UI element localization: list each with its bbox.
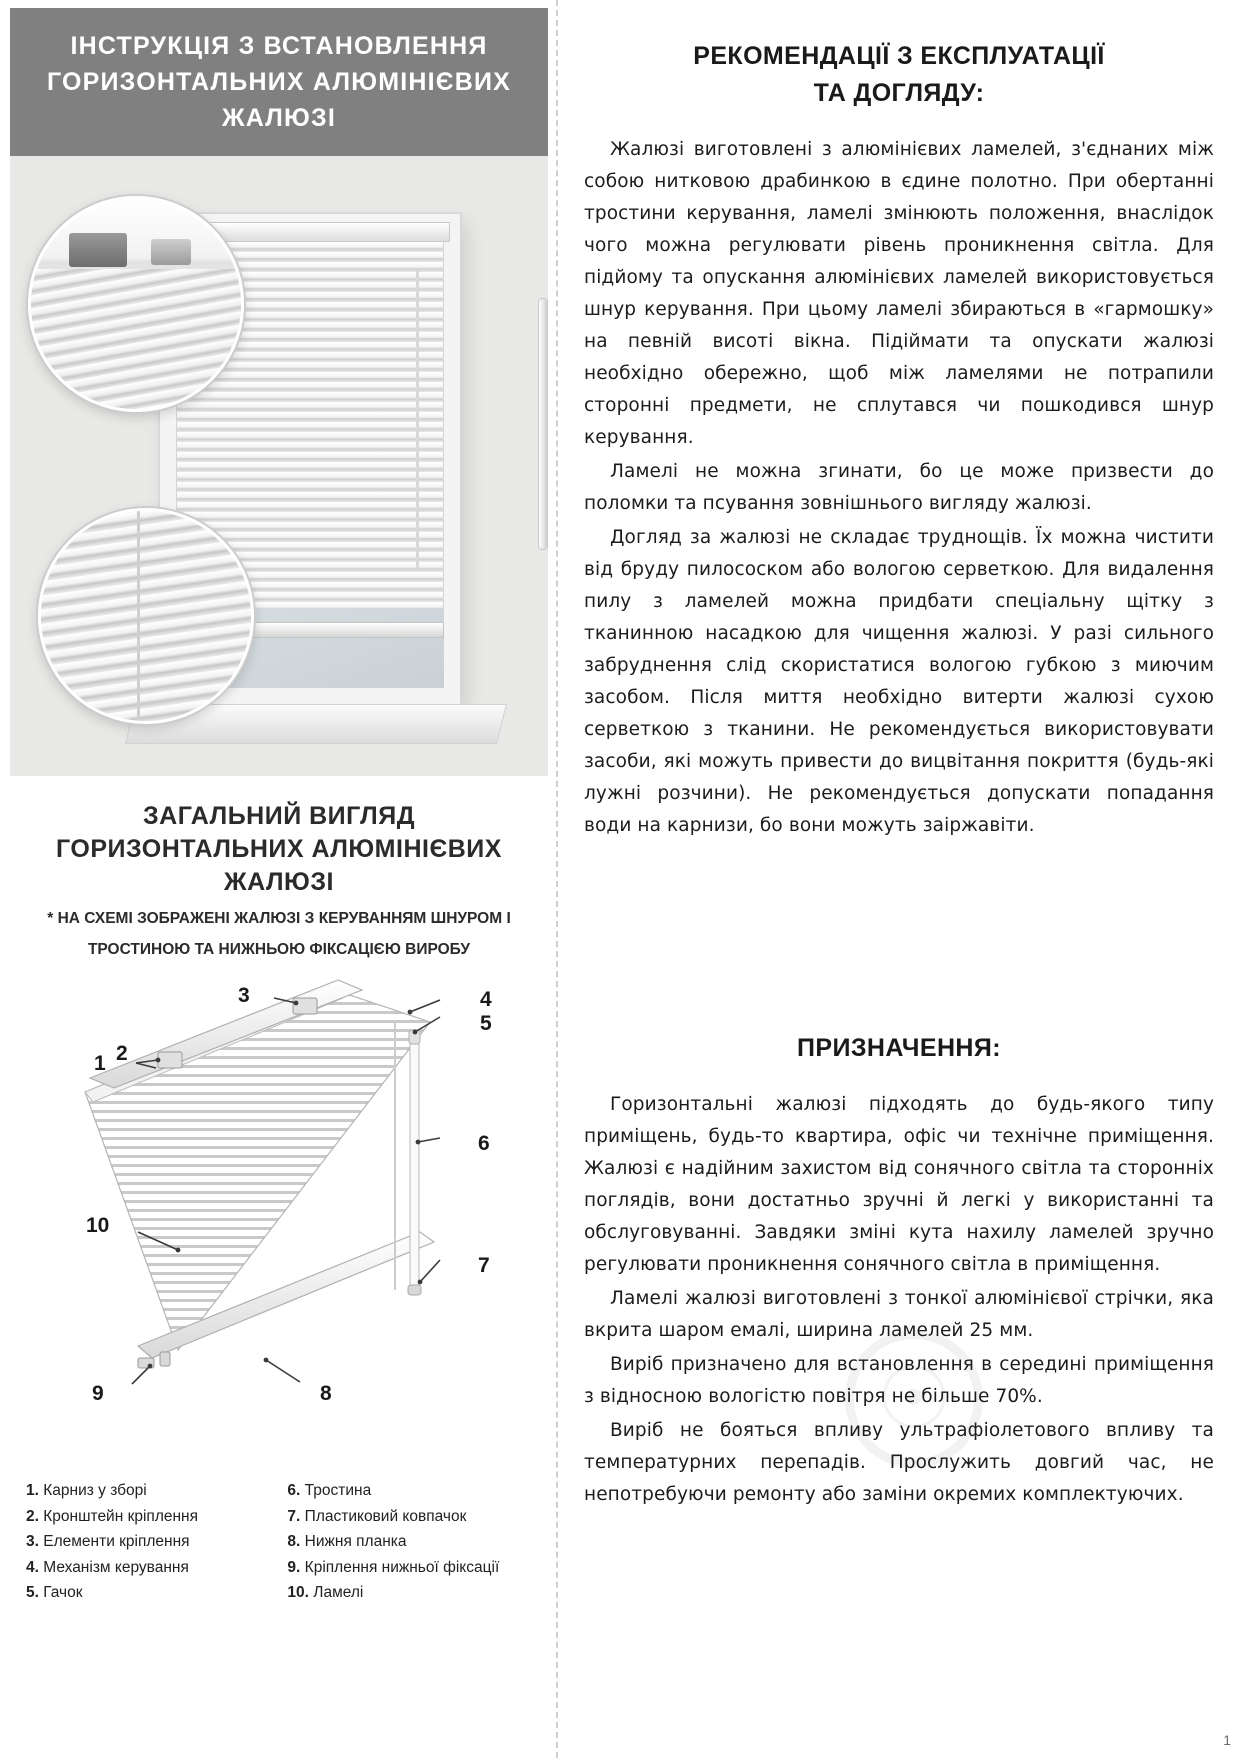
svg-text:9: 9 [92, 1382, 104, 1405]
detail-callout-slats [38, 508, 254, 724]
right-column [570, 0, 1230, 1758]
control-cord [416, 270, 419, 570]
blinds-exploded-diagram [10, 960, 548, 1465]
svg-text:4: 4 [480, 988, 492, 1011]
general-view-title [10, 800, 548, 961]
general-view-note-1: * НА СХЕМІ ЗОБРАЖЕНІ ЖАЛЮЗІ З КЕРУВАННЯМ ШНУРОМ І [47, 910, 511, 927]
legend-item: 3. Елементи кріплення [26, 1533, 190, 1550]
svg-text:7: 7 [478, 1254, 490, 1277]
detail-callout-bracket [28, 196, 244, 412]
svg-text:6: 6 [478, 1132, 490, 1155]
recommendations-section [584, 38, 1214, 842]
recommendations-title-line-2: ТА ДОГЛЯДУ: [813, 79, 985, 107]
paragraph: Виріб не бояться впливу ультрафіолетового впливу та температурних перепадів. Прослужить довгий час, не непотребуючи ремонту або заміни окремих комплектуючих. [584, 1420, 1214, 1505]
callout-slats [31, 269, 241, 409]
svg-text:3: 3 [238, 984, 250, 1007]
svg-text:2: 2 [116, 1042, 128, 1065]
mounting-bracket [69, 233, 127, 267]
page-number: 1 [1223, 1732, 1231, 1748]
callout-cord [137, 511, 140, 721]
paragraph: Горизонтальні жалюзі підходять до будь-якого типу приміщень, будь-то квартира, офіс чи технічне приміщення. Жалюзі є надійним захистом від сонячного світла та сторонніх поглядів, вони достатньо зручні й легкі у використанні та обслуговуванні. Завдяки зміні кута нахилу ламелей зручно регулювати проникнення сонячного світла в приміщення. [584, 1094, 1214, 1275]
paragraph: Ламелі не можна згинати, бо це може призвести до поломки та псування зовнішнього вигляду жалюзі. [584, 461, 1214, 514]
column-divider [556, 0, 558, 1758]
watermark-icon: ☉ [845, 1330, 983, 1468]
control-wand [538, 298, 548, 550]
svg-text:5: 5 [480, 1012, 492, 1035]
recommendations-text [584, 134, 1214, 842]
legend-item: 2. Кронштейн кріплення [26, 1507, 199, 1525]
header-line-3: ЖАЛЮЗІ [221, 104, 337, 132]
header-line-2: ГОРИЗОНТАЛЬНИХ АЛЮМІНІЄВИХ [46, 68, 512, 96]
general-view-line-2: ГОРИЗОНТАЛЬНИХ АЛЮМІНІЄВИХ [56, 835, 502, 863]
recommendations-title-line-1: РЕКОМЕНДАЦІЇ З ЕКСПЛУАТАЦІЇ [693, 42, 1105, 70]
svg-text:10: 10 [86, 1214, 110, 1237]
purpose-section [584, 1030, 1214, 1511]
mounting-bracket-secondary [151, 239, 191, 265]
installation-instruction-header [10, 8, 548, 156]
blinds-photo [10, 156, 548, 776]
purpose-text [584, 1089, 1214, 1511]
diagram-legend [26, 1478, 546, 1606]
left-column [0, 0, 556, 1758]
paragraph: Догляд за жалюзі не складає труднощів. Їх можна чистити від бруду пилососком або вологою серветкою. Для видалення пилу з ламелей можна придбати спеціальну щітку з тканинною насадкою для чищення жалюзі. У разі сильного забруднення слід скористатися вологою губкою з миючим засобом. Після миття необхідно витерти жалюзі сухою серветкою з тканини. Не рекомендується використовувати засоби, які можуть привести до вицвітання покриття (будь-які лужні розчини). Не рекомендується допускати попадання води на карнизи, бо вони можуть заіржавіти. [584, 527, 1214, 836]
paragraph: Ламелі жалюзі виготовлені з тонкої алюмінієвої стрічки, яка вкрита шаром емалі, ширина ламелей 25 мм. [584, 1288, 1214, 1341]
svg-text:8: 8 [320, 1382, 332, 1405]
legend-item: 8. Нижня планка [287, 1533, 407, 1550]
legend-column-1 [26, 1478, 265, 1606]
legend-item: 4. Механізм керування [26, 1558, 189, 1576]
purpose-title: ПРИЗНАЧЕННЯ: [797, 1034, 1001, 1062]
paragraph: Жалюзі виготовлені з алюмінієвих ламелей, з'єднаних між собою нитковою драбинкою в єдине полотно. При обертанні тростини керування, ламелі змінюють положення, внаслідок чого можна регулювати рівень проникнення світла. Для підйому та опускання алюмінієвих ламелей використовується шнур керування. При цьому ламелі збираються в «гармошку» на певній висоті вікна. Підіймати та опускати жалюзі необхідно обережно, щоб між ламелями не потрапили сторонні предмети, не сплутався чи пошкодився шнур керування. [584, 139, 1214, 448]
header-line-1: ІНСТРУКЦІЯ З ВСТАНОВЛЕННЯ [70, 32, 488, 60]
legend-item: 10. Ламелі [287, 1584, 364, 1601]
general-view-note-2: ТРОСТИНОЮ ТА НИЖНЬОЮ ФІКСАЦІЄЮ ВИРОБУ [87, 941, 471, 958]
general-view-line-1: ЗАГАЛЬНИЙ ВИГЛЯД [142, 802, 415, 830]
legend-item: 9. Кріплення нижньої фіксації [287, 1558, 500, 1576]
general-view-line-3: ЖАЛЮЗІ [224, 868, 334, 896]
legend-column-2 [287, 1478, 546, 1606]
svg-text:1: 1 [94, 1052, 106, 1075]
paragraph: Виріб призначено для встановлення в середині приміщення з відносною вологістю повітря не більше 70%. [584, 1354, 1214, 1407]
recommendations-title [584, 38, 1214, 112]
legend-item: 1. Карниз у зборі [26, 1482, 147, 1499]
legend-item: 5. Гачок [26, 1584, 83, 1601]
legend-item: 6. Тростина [287, 1482, 372, 1499]
legend-item: 7. Пластиковий ковпачок [287, 1507, 467, 1525]
